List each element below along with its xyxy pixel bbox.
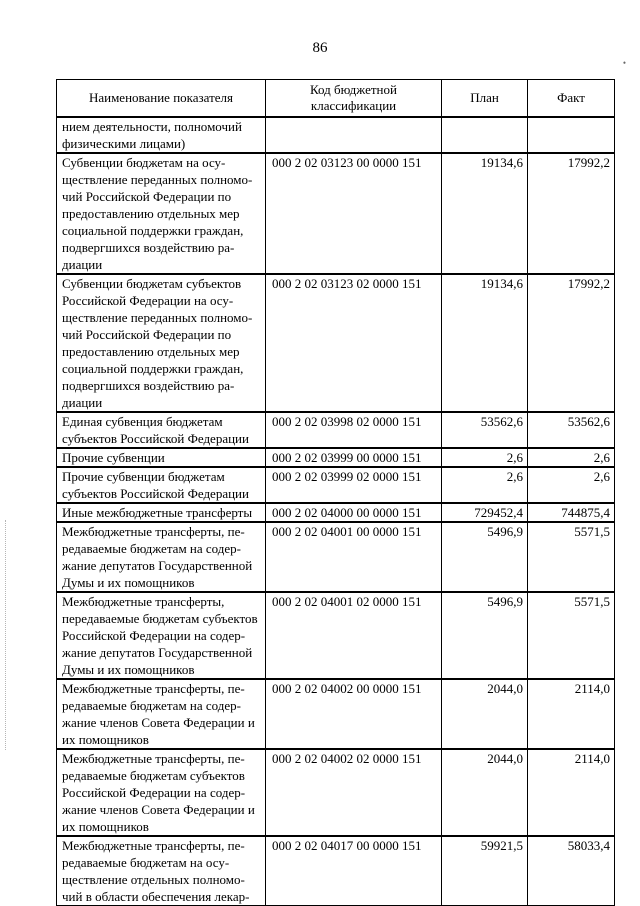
margin-mark: • [622, 58, 626, 68]
row-code: 000 2 02 04002 00 0000 151 [266, 679, 442, 749]
row-plan: 2044,0 [442, 749, 528, 836]
row-fact [528, 117, 615, 153]
header-plan: План [442, 80, 528, 118]
row-fact: 17992,2 [528, 153, 615, 274]
row-plan: 53562,6 [442, 412, 528, 448]
table-row [57, 679, 615, 749]
row-code: 000 2 02 04017 00 0000 151 [266, 836, 442, 906]
row-fact: 2,6 [528, 467, 615, 503]
table-row [57, 448, 615, 467]
row-code: 000 2 02 04000 00 0000 151 [266, 503, 442, 522]
header-code [266, 80, 442, 118]
table-row [57, 836, 615, 906]
row-code: 000 2 02 03123 00 0000 151 [266, 153, 442, 274]
row-plan [442, 117, 528, 153]
row-name: Прочие субвенции [57, 448, 266, 467]
row-code: 000 2 02 03998 02 0000 151 [266, 412, 442, 448]
row-name: Межбюджетные трансферты, пе-редаваемые бюджетам на осу-ществление отдельных полномо-чий в области обеспечения лекар- [57, 836, 266, 906]
budget-table [56, 79, 615, 906]
page-number: 86 [312, 40, 328, 56]
row-code: 000 2 02 04001 00 0000 151 [266, 522, 442, 592]
row-fact: 17992,2 [528, 274, 615, 412]
row-fact: 744875,4 [528, 503, 615, 522]
row-name: Межбюджетные трансферты, пе-редаваемые бюджетам на содер-жание депутатов Государственной Думы и их помощников [57, 522, 266, 592]
header-code-line2: классификации [310, 98, 397, 113]
row-plan: 59921,5 [442, 836, 528, 906]
row-name: Единая субвенция бюджетам субъектов Российской Федерации [57, 412, 266, 448]
row-fact: 53562,6 [528, 412, 615, 448]
scan-edge-mark [5, 520, 7, 750]
row-fact: 2,6 [528, 448, 615, 467]
row-name: Прочие субвенции бюджетам субъектов Российской Федерации [57, 467, 266, 503]
row-plan: 729452,4 [442, 503, 528, 522]
row-plan: 19134,6 [442, 274, 528, 412]
row-code: 000 2 02 03999 00 0000 151 [266, 448, 442, 467]
table-row [57, 503, 615, 522]
table-header-row [57, 80, 615, 118]
table-row [57, 412, 615, 448]
row-fact: 5571,5 [528, 592, 615, 679]
row-plan: 2044,0 [442, 679, 528, 749]
row-code: 000 2 02 03999 02 0000 151 [266, 467, 442, 503]
row-name: Субвенции бюджетам субъектов Российской Федерации на осу-ществление переданных полномо-чий Российской Федерации по предоставлению отдельных мер социальной поддержки граждан, подвергшихся воздействию ра-диации [57, 274, 266, 412]
row-name: Межбюджетные трансферты, передаваемые бюджетам субъектов Российской Федерации на содер-жание депутатов Государственной Думы и их помощников [57, 592, 266, 679]
row-code [266, 117, 442, 153]
header-fact: Факт [528, 80, 615, 118]
row-plan: 5496,9 [442, 592, 528, 679]
row-fact: 2114,0 [528, 679, 615, 749]
table-row [57, 153, 615, 274]
table-row [57, 274, 615, 412]
row-code: 000 2 02 04001 02 0000 151 [266, 592, 442, 679]
table-row [57, 592, 615, 679]
header-name: Наименование показателя [57, 80, 266, 118]
table-row [57, 467, 615, 503]
row-fact: 2114,0 [528, 749, 615, 836]
row-fact: 58033,4 [528, 836, 615, 906]
row-fact: 5571,5 [528, 522, 615, 592]
row-plan: 19134,6 [442, 153, 528, 274]
table-row [57, 749, 615, 836]
row-name: Межбюджетные трансферты, пе-редаваемые бюджетам субъектов Российской Федерации на содер-жание членов Совета Федерации и их помощников [57, 749, 266, 836]
header-code-line1: Код бюджетной [310, 82, 397, 97]
table-row [57, 117, 615, 153]
row-name: нием деятельности, полномочий физическими лицами) [57, 117, 266, 153]
row-code: 000 2 02 03123 02 0000 151 [266, 274, 442, 412]
row-name: Межбюджетные трансферты, пе-редаваемые бюджетам на содер-жание членов Совета Федерации и их помощников [57, 679, 266, 749]
row-plan: 5496,9 [442, 522, 528, 592]
row-code: 000 2 02 04002 02 0000 151 [266, 749, 442, 836]
row-name: Иные межбюджетные трансферты [57, 503, 266, 522]
row-plan: 2,6 [442, 467, 528, 503]
row-name: Субвенции бюджетам на осу-ществление переданных полномо-чий Российской Федерации по предоставлению отдельных мер социальной поддержки граждан, подвергшихся воздействию ра-диации [57, 153, 266, 274]
row-plan: 2,6 [442, 448, 528, 467]
table-row [57, 522, 615, 592]
